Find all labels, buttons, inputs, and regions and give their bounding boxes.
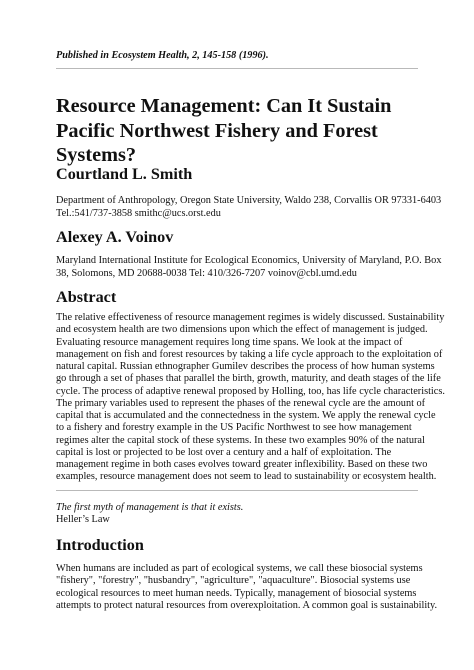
abstract-line: cycle. The process of adaptive renewal proposed by Holling, too, has life cycle characteristics. xyxy=(56,385,445,397)
affiliation-line: 38, Solomons, MD 20688-0038 Tel: 410/326-7207 voinov@cbl.umd.edu xyxy=(56,267,357,279)
abstract-line: examples, resource management does not seem to lead to sustainability or ecosystem health. xyxy=(56,471,437,483)
introduction-body xyxy=(56,563,438,613)
epigraph-quote: The first myth of management is that it exists. xyxy=(56,502,244,513)
abstract-heading: Abstract xyxy=(56,288,117,306)
author-affiliation-1 xyxy=(56,195,442,220)
affiliation-line: Tel.:541/737-3858 smithc@ucs.orst.edu xyxy=(56,207,221,219)
abstract-line: The primary variables used to represent the phases of the renewal cycle are the amount of xyxy=(56,397,426,409)
author-name-1: Courtland L. Smith xyxy=(56,165,193,183)
introduction-line: ecological resources to meet human needs. Typically, management of biosocial systems xyxy=(56,587,417,599)
abstract-line: management on fish and forest resources by taking a life cycle approach to the exploitation of xyxy=(56,348,443,360)
abstract-line: The relative effectiveness of resource management regimes is widely discussed. Sustainability xyxy=(56,312,445,323)
abstract-line: and ecosystem health are two dimensions upon which the effect of management is judged. xyxy=(56,324,428,336)
abstract-line: Evaluating resource management requires long time spans. We look at the impact of xyxy=(56,336,403,348)
introduction-line: When humans are included as part of ecological systems, we call these biosocial systems xyxy=(56,563,423,574)
introduction-line: "fishery", "forestry", "husbandry", "agriculture", "aquaculture". Biosocial systems use xyxy=(56,575,411,587)
author-name-2: Alexey A. Voinov xyxy=(56,228,174,246)
paper-title: Resource Management: Can It Sustain Pacific Northwest Fishery and Forest Systems? xyxy=(56,95,392,166)
introduction-heading: Introduction xyxy=(56,536,144,554)
epigraph-attribution: Heller’s Law xyxy=(56,514,110,526)
affiliation-line: Maryland International Institute for Ecological Economics, University of Maryland, P.O. Box xyxy=(56,255,442,266)
abstract-line: capital is lost or projected to be lost over a century and a half of exploitation. The xyxy=(56,446,392,458)
abstract-line: to a fishery and forestry example in the US Pacific Northwest to see how management xyxy=(56,422,412,434)
abstract-line: natural capital. Russian ethnographer Gumilev describes the process of how human systems xyxy=(56,361,435,372)
abstract-line: go through a set of phases that parallel the birth, growth, maturity, and death stages of the life xyxy=(56,373,441,385)
publication-note: Published in Ecosystem Health, 2, 145-158 (1996). xyxy=(56,50,269,61)
header-rule xyxy=(56,68,418,69)
abstract-line: regimes alter the capital stock of these systems. In these two examples 90% of the natural xyxy=(56,434,425,446)
abstract-line: capital that is accumulated and the connectedness in the system. We apply the renewal cycle xyxy=(56,410,436,421)
epigraph xyxy=(56,502,243,527)
introduction-line: attempts to protect natural resources from overexploitation. A common goal is sustainability. xyxy=(56,600,438,612)
abstract-body xyxy=(56,312,445,484)
section-rule xyxy=(56,490,418,491)
affiliation-line: Department of Anthropology, Oregon State University, Waldo 238, Corvallis OR 97331-6403 xyxy=(56,195,442,206)
abstract-line: management regime in both cases evolves toward greater inflexibility. Based on these two xyxy=(56,459,428,470)
author-affiliation-2 xyxy=(56,255,442,280)
